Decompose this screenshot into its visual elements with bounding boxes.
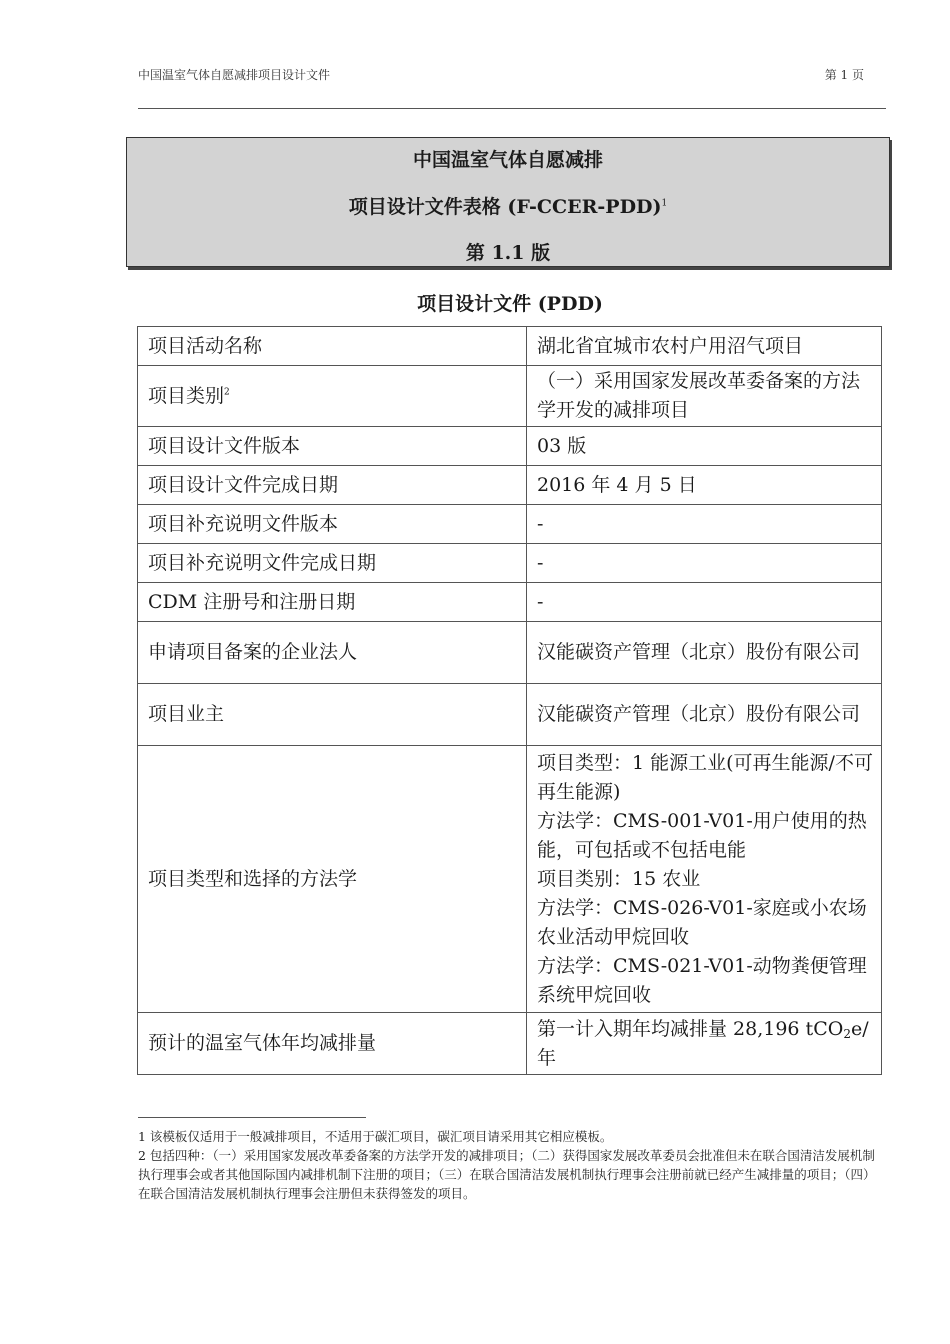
row-label: 项目活动名称 xyxy=(138,327,527,366)
row-value: 汉能碳资产管理（北京）股份有限公司 xyxy=(527,684,882,746)
value-line: 项目类别：15 农业 xyxy=(537,867,701,890)
page-number: 第 1 页 xyxy=(824,68,864,82)
value-line: 方法学：CMS-001-V01-用户使用的热能，可包括或不包括电能 xyxy=(537,809,867,861)
row-label: 项目补充说明文件完成日期 xyxy=(138,544,527,583)
form-title-line1: 中国温室气体自愿减排 xyxy=(412,149,603,171)
form-title-line2 xyxy=(127,192,889,219)
footnote-ref-1: 1 xyxy=(661,198,668,209)
table-row xyxy=(138,622,882,684)
row-label: CDM 注册号和注册日期 xyxy=(138,583,527,622)
form-title-text: 项目设计文件表格 (F-CCER-PDD) xyxy=(348,196,662,218)
value-text-unit: e/年 xyxy=(537,1017,869,1069)
table-row xyxy=(138,583,882,622)
value-line: 项目类型：1 能源工业(可再生能源/不可再生能源) xyxy=(537,751,873,803)
row-value: - xyxy=(527,544,882,583)
table-row xyxy=(138,544,882,583)
row-value: - xyxy=(527,583,882,622)
project-info-table xyxy=(137,326,882,1075)
row-value: 湖北省宜城市农村户用沼气项目 xyxy=(527,327,882,366)
header-divider xyxy=(138,108,886,109)
row-label: 申请项目备案的企业法人 xyxy=(138,622,527,684)
row-value: （一）采用国家发展改革委备案的方法学开发的减排项目 xyxy=(527,366,882,427)
row-value: 2016 年 4 月 5 日 xyxy=(527,466,882,505)
table-row xyxy=(138,327,882,366)
footnotes xyxy=(138,1127,886,1203)
footnote-divider xyxy=(138,1117,366,1118)
table-row xyxy=(138,746,882,1013)
row-label xyxy=(138,366,527,427)
table-row xyxy=(138,466,882,505)
row-value xyxy=(527,1013,882,1075)
row-label: 预计的温室气体年均减排量 xyxy=(138,1013,527,1075)
table-row xyxy=(138,427,882,466)
table-row xyxy=(138,684,882,746)
row-value xyxy=(527,746,882,1013)
pdd-subtitle: 项目设计文件 (PDD) xyxy=(417,293,603,315)
value-line: 方法学：CMS-026-V01-家庭或小农场农业活动甲烷回收 xyxy=(537,896,867,948)
row-label: 项目类型和选择的方法学 xyxy=(138,746,527,1013)
subscript: 2 xyxy=(843,1026,851,1041)
footnote-ref-2: 2 xyxy=(224,387,230,398)
form-title-box xyxy=(126,137,890,267)
value-text: 第一计入期年均减排量 28,196 tCO xyxy=(537,1017,844,1040)
table-row xyxy=(138,505,882,544)
row-value: - xyxy=(527,505,882,544)
row-label: 项目业主 xyxy=(138,684,527,746)
form-version: 第 1.1 版 xyxy=(465,242,551,264)
table-row xyxy=(138,366,882,427)
row-label: 项目补充说明文件版本 xyxy=(138,505,527,544)
footnote-1: 1 该模板仅适用于一般减排项目，不适用于碳汇项目，碳汇项目请采用其它相应模板。 xyxy=(138,1129,613,1144)
row-label: 项目设计文件版本 xyxy=(138,427,527,466)
row-value: 汉能碳资产管理（北京）股份有限公司 xyxy=(527,622,882,684)
document-title: 中国温室气体自愿减排项目设计文件 xyxy=(138,68,331,82)
table-row xyxy=(138,1013,882,1075)
footnote-2: 2 包括四种：（一）采用国家发展改革委备案的方法学开发的减排项目；（二）获得国家发展改革委员会批准但未在联合国清洁发展机制执行理事会或者其他国际国内减排机制下注册的项目；（三）在联合国清洁发展机制执行理事会注册前就已经产生减排量的项目；（四）在联合国清洁发展机制执行理事会注册但未获得签发的项目。 xyxy=(138,1148,876,1201)
page-header xyxy=(138,66,886,88)
value-line: 方法学：CMS-021-V01-动物粪便管理系统甲烷回收 xyxy=(537,954,867,1006)
row-label: 项目设计文件完成日期 xyxy=(138,466,527,505)
row-value: 03 版 xyxy=(527,427,882,466)
row-label-text: 项目类别 xyxy=(148,384,225,407)
